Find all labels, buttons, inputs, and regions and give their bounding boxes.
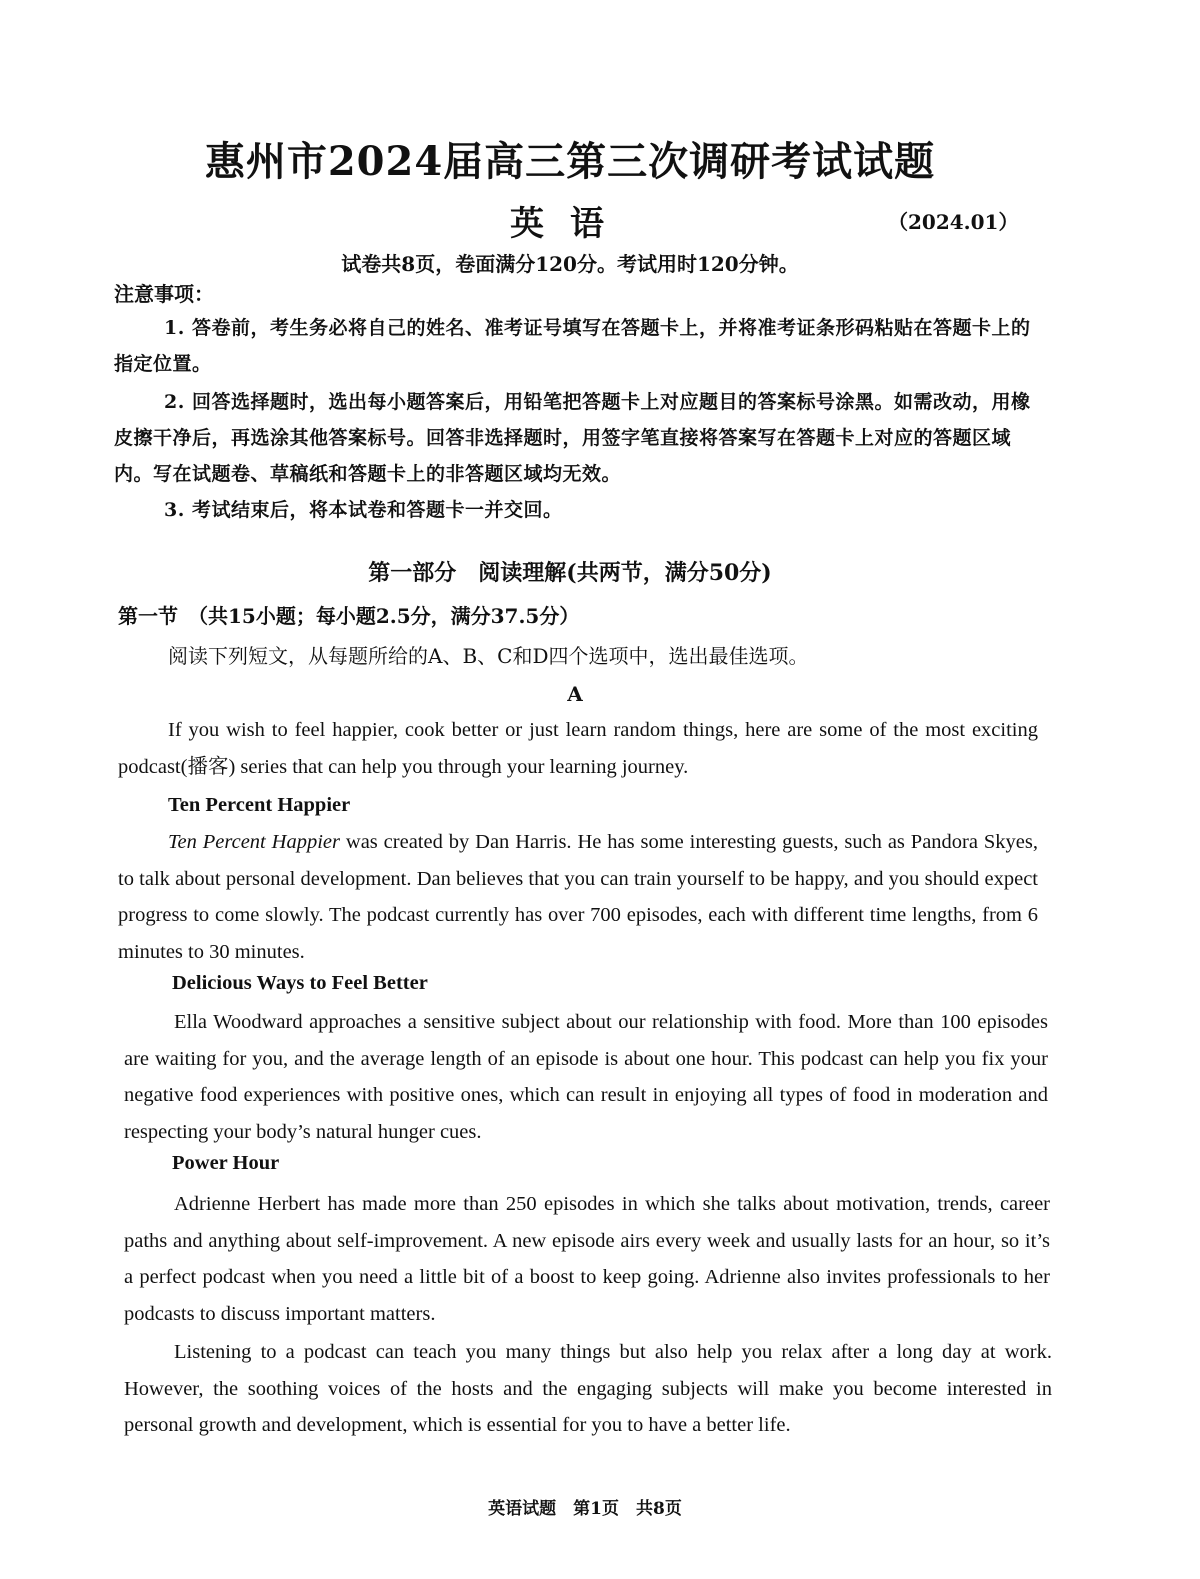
passage-letter: A <box>567 682 583 706</box>
part-title: 第一部分 阅读理解(共两节，满分50分) <box>368 560 772 586</box>
passage-intro: If you wish to feel happier, cook better or just learn random things, here are some of the most exciting podcast(播客) series that can help you through your learning journey. <box>118 719 1038 778</box>
subject-title: 英语 <box>510 204 630 244</box>
podcast-italic-title: Ten Percent Happier <box>168 831 340 853</box>
passage-closing: Listening to a podcast can teach you many things but also help you relax after a long day at work. However, the soothing voices of the hosts and the engaging subjects will make you become interested in personal growth and development, which is essential for you to have a better life. <box>124 1341 1052 1436</box>
section-title: 第一节 （共15小题；每小题2.5分，满分37.5分） <box>118 604 580 628</box>
podcast-description: Adrienne Herbert has made more than 250 episodes in which she talks about motivation, trends, career paths and anything about self-improvement. A new episode airs every week and usually lasts for an hour, so it’s a perfect podcast when you need a little bit of a boost to keep going. Adrienne also invites professionals to her podcasts to discuss important matters. <box>124 1193 1050 1325</box>
podcast-description <box>118 824 1038 970</box>
notice-item: 3. 考试结束后，将本试卷和答题卡一并交回。 <box>164 499 563 521</box>
notice-item: 1. 答卷前，考生务必将自己的姓名、准考证号填写在答题卡上，并将准考证条形码粘贴在答题卡上的指定位置。 <box>114 317 1031 375</box>
exam-date: （2024.01） <box>888 210 1019 234</box>
podcast-heading: Ten Percent Happier <box>168 794 351 816</box>
instruction: 阅读下列短文，从每题所给的A、B、C和D四个选项中，选出最佳选项。 <box>168 644 809 668</box>
notice-item: 2. 回答选择题时，选出每小题答案后，用铅笔把答题卡上对应题目的答案标号涂黑。如需改动，用橡皮擦干净后，再选涂其他答案标号。回答非选择题时，用签字笔直接将答案写在答题卡上对应的答题区域内。写在试题卷、草稿纸和答题卡上的非答题区域均无效。 <box>114 391 1031 485</box>
podcast-heading: Delicious Ways to Feel Better <box>172 972 428 994</box>
podcast-body: was created by Dan Harris. He has some interesting guests, such as Pandora Skyes, to talk about personal development. Dan believes that you can train yourself to be happy, and you should expect progress to come slowly. The podcast currently has over 700 episodes, each with different time lengths, from 6 minutes to 30 minutes. <box>118 831 1038 963</box>
podcast-heading: Power Hour <box>172 1152 280 1174</box>
exam-info: 试卷共8页，卷面满分120分。考试用时120分钟。 <box>341 252 799 276</box>
exam-title: 惠州市2024届高三第三次调研考试试题 <box>204 138 936 185</box>
podcast-description: Ella Woodward approaches a sensitive subject about our relationship with food. More than 100 episodes are waiting for you, and the average length of an episode is about one hour. This podcast can help you fix your negative food experiences with positive ones, which can result in enjoying all types of food in moderation and respecting your body’s natural hunger cues. <box>124 1011 1048 1143</box>
notice-heading: 注意事项： <box>114 282 214 306</box>
page-footer: 英语试题 第1页 共8页 <box>488 1499 682 1519</box>
